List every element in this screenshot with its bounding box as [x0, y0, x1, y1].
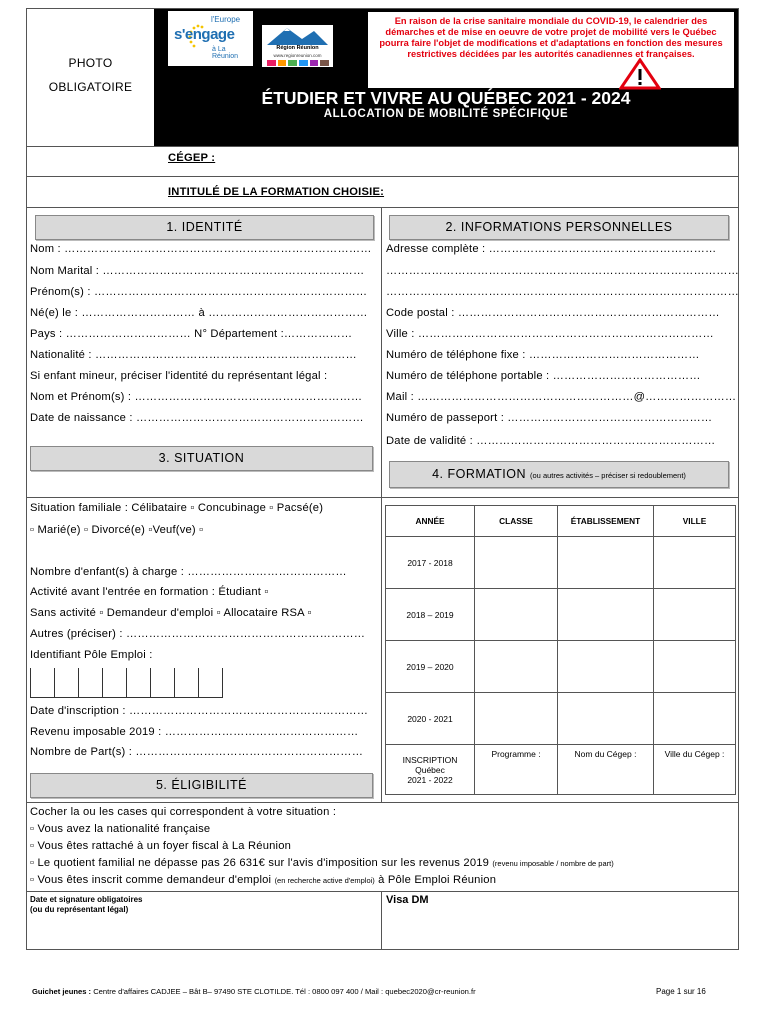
signature-label: Date et signature obligatoires	[30, 895, 143, 904]
field-code-postal[interactable]: Code postal : ……………………………………………………………	[386, 307, 720, 319]
input-cell[interactable]	[654, 537, 736, 589]
field-adresse[interactable]: Adresse complète : ……………………………………………………	[386, 243, 717, 255]
page-title: ÉTUDIER ET VIVRE AU QUÉBEC 2021 - 2024	[261, 88, 631, 108]
eligibilite-check-3-note: (revenu imposable / nombre de part)	[492, 859, 614, 868]
inscription-line-2: Québec	[415, 764, 445, 775]
region-color-squares	[267, 60, 329, 66]
field-date-inscription[interactable]: Date d'inscription : ………………………………………………………	[30, 705, 369, 717]
field-validite[interactable]: Date de validité : ………………………………………………………	[386, 435, 716, 447]
programme-cell[interactable]: Programme :	[475, 745, 558, 795]
field-pays[interactable]: Pays : …………………………… N° Département :………………	[30, 328, 353, 340]
eligibilite-intro: Cocher la ou les cases qui correspondent à votre situation :	[30, 806, 337, 818]
photo-label: PHOTO	[68, 56, 113, 70]
inscription-line-3: 2021 - 2022	[407, 774, 453, 785]
field-nationalite[interactable]: Nationalité : ……………………………………………………………	[30, 349, 357, 361]
cegep-label: CÉGEP :	[168, 152, 216, 164]
field-passeport[interactable]: Numéro de passeport : ………………………………………………	[386, 412, 713, 424]
region-logo	[262, 25, 333, 67]
input-cell[interactable]	[654, 589, 736, 641]
divider	[26, 891, 739, 892]
year-cell: 2019 – 2020	[386, 641, 475, 693]
year-cell: 2017 - 2018	[386, 537, 475, 589]
field-naissance-lieu[interactable]: Né(e) le : ………………………… à ……………………………………	[30, 307, 368, 319]
formation-table	[385, 505, 736, 795]
section-infos-header: 2. INFORMATIONS PERSONNELLES	[389, 215, 729, 240]
input-cell[interactable]	[558, 589, 654, 641]
cegep-name-cell[interactable]: Nom du Cégep :	[558, 745, 654, 795]
year-cell: 2018 – 2019	[386, 589, 475, 641]
col-annee: ANNÉE	[386, 506, 475, 537]
footer-contact	[32, 987, 476, 996]
field-activite[interactable]: Activité avant l'entrée en formation : Étudiant ▫	[30, 586, 269, 598]
signature-box[interactable]	[30, 895, 142, 915]
field-prenom[interactable]: Prénom(s) : ………………………………………………………………	[30, 286, 368, 298]
divider	[26, 497, 739, 498]
field-adresse-2[interactable]: …………………………………………………………………………………	[386, 265, 740, 277]
eligibilite-check-4-text: ▫ Vous êtes inscrit comme demandeur d'emploi	[30, 874, 272, 886]
field-parts[interactable]: Nombre de Part(s) : ……………………………………………………	[30, 746, 364, 758]
eligibilite-check-2[interactable]: ▫ Vous êtes rattaché à un foyer fiscal à La Réunion	[30, 840, 292, 852]
section-situation-header: 3. SITUATION	[30, 446, 373, 471]
europe-logo-bottom: à La Réunion	[212, 46, 239, 60]
field-rep-naissance[interactable]: Date de naissance : ……………………………………………………	[30, 412, 364, 424]
eligibilite-check-1[interactable]: ▫ Vous avez la nationalité française	[30, 823, 211, 835]
input-cell[interactable]	[475, 589, 558, 641]
input-cell[interactable]	[558, 641, 654, 693]
col-classe: CLASSE	[475, 506, 558, 537]
field-nom[interactable]: Nom : ………………………………………………………………………	[30, 243, 372, 255]
formation-label: INTITULÉ DE LA FORMATION CHOISIE:	[168, 186, 385, 198]
input-cell[interactable]	[475, 693, 558, 745]
europe-logo-main: s'engage	[174, 26, 235, 43]
input-cell[interactable]	[475, 641, 558, 693]
field-adresse-3[interactable]: …………………………………………………………………………………	[386, 286, 740, 298]
warning-icon	[619, 58, 661, 90]
input-cell[interactable]	[654, 693, 736, 745]
col-etablissement: ÉTABLISSEMENT	[558, 506, 654, 537]
field-ville[interactable]: Ville : ……………………………………………………………………	[386, 328, 714, 340]
section-eligibilite-header: 5. ÉLIGIBILITÉ	[30, 773, 373, 798]
input-cell[interactable]	[475, 537, 558, 589]
divider	[26, 802, 739, 803]
region-logo-url: www.regionreunion.com	[273, 53, 322, 58]
footer-address: Centre d'affaires CADJEE – Bât B– 97490 STE CLOTILDE. Tél : 0800 097 400 / Mail : quebec2020@cr-reunion.fr	[93, 987, 476, 996]
pole-emploi-id-boxes[interactable]	[30, 668, 223, 698]
field-revenu[interactable]: Revenu imposable 2019 : ……………………………………………	[30, 726, 359, 738]
eligibilite-check-3[interactable]	[30, 857, 614, 869]
eligibilite-check-4-end: à Pôle Emploi Réunion	[378, 874, 497, 886]
field-enfants[interactable]: Nombre d'enfant(s) à charge : ……………………………………	[30, 566, 347, 578]
cegep-city-cell[interactable]: Ville du Cégep :	[654, 745, 736, 795]
eligibilite-check-4[interactable]	[30, 874, 496, 886]
signature-sublabel: (ou du représentant légal)	[30, 905, 129, 914]
column-divider	[381, 497, 382, 802]
year-cell: 2020 - 2021	[386, 693, 475, 745]
divider	[26, 207, 739, 208]
input-cell[interactable]	[654, 641, 736, 693]
footer-label: Guichet jeunes :	[32, 987, 92, 996]
inscription-cell	[386, 745, 475, 795]
field-nom-marital[interactable]: Nom Marital : ……………………………………………………………	[30, 265, 365, 277]
region-mountain-icon	[262, 25, 333, 45]
column-divider	[381, 891, 382, 950]
covid-notice: En raison de la crise sanitaire mondiale du COVID-19, le calendrier des démarches et de mise en oeuvre de votre projet de mobilité vers le Québec pourra faire l'objet de modifications et d'adaptations en fonction des mesures restrictives décidées par les autorités canadiennes et françaises.	[367, 11, 735, 89]
pole-emploi-label: Identifiant Pôle Emploi :	[30, 649, 153, 661]
europe-logo-top: l'Europe	[211, 15, 241, 24]
field-tel-fixe[interactable]: Numéro de téléphone fixe : ………………………………………	[386, 349, 700, 361]
eligibilite-check-4-note: (en recherche active d'emploi)	[274, 876, 375, 885]
section-formation-header	[389, 461, 729, 488]
photo-box	[27, 9, 155, 146]
field-sans-activite[interactable]: Sans activité ▫ Demandeur d'emploi ▫ Allocataire RSA ▫	[30, 607, 312, 619]
mineur-note: Si enfant mineur, préciser l'identité du représentant légal :	[30, 370, 328, 382]
page-number: Page 1 sur 16	[656, 987, 706, 996]
column-divider	[381, 207, 382, 497]
divider	[26, 146, 739, 147]
field-tel-portable[interactable]: Numéro de téléphone portable : …………………………………	[386, 370, 701, 382]
section-formation-title: 4. FORMATION	[432, 467, 527, 481]
situation-familiale-2[interactable]: ▫ Marié(e) ▫ Divorcé(e) ▫Veuf(ve) ▫	[30, 524, 204, 536]
visa-dm-label: Visa DM	[386, 894, 429, 906]
input-cell[interactable]	[558, 693, 654, 745]
europe-logo	[168, 11, 253, 66]
input-cell[interactable]	[558, 537, 654, 589]
field-autres[interactable]: Autres (préciser) : ………………………………………………………	[30, 628, 366, 640]
section-identite-header: 1. IDENTITÉ	[35, 215, 374, 240]
region-logo-name: Région Réunion	[276, 45, 319, 51]
eligibilite-check-3-text: ▫ Le quotient familial ne dépasse pas 26 631€ sur l'avis d'imposition sur les revenus 2019	[30, 857, 490, 869]
situation-familiale[interactable]: Situation familiale : Célibataire ▫ Concubinage ▫ Pacsé(e)	[30, 502, 324, 514]
divider	[26, 176, 739, 177]
col-ville: VILLE	[654, 506, 736, 537]
field-rep-nom[interactable]: Nom et Prénom(s) : ……………………………………………………	[30, 391, 363, 403]
section-formation-note: (ou autres activités – préciser si redoublement)	[530, 471, 686, 480]
field-mail[interactable]: Mail : …………………………………………………@……………………	[386, 391, 737, 403]
photo-required-label: OBLIGATOIRE	[48, 80, 133, 94]
page-subtitle: ALLOCATION DE MOBILITÉ SPÉCIFIQUE	[323, 108, 569, 120]
inscription-line-1: INSCRIPTION	[402, 754, 458, 765]
